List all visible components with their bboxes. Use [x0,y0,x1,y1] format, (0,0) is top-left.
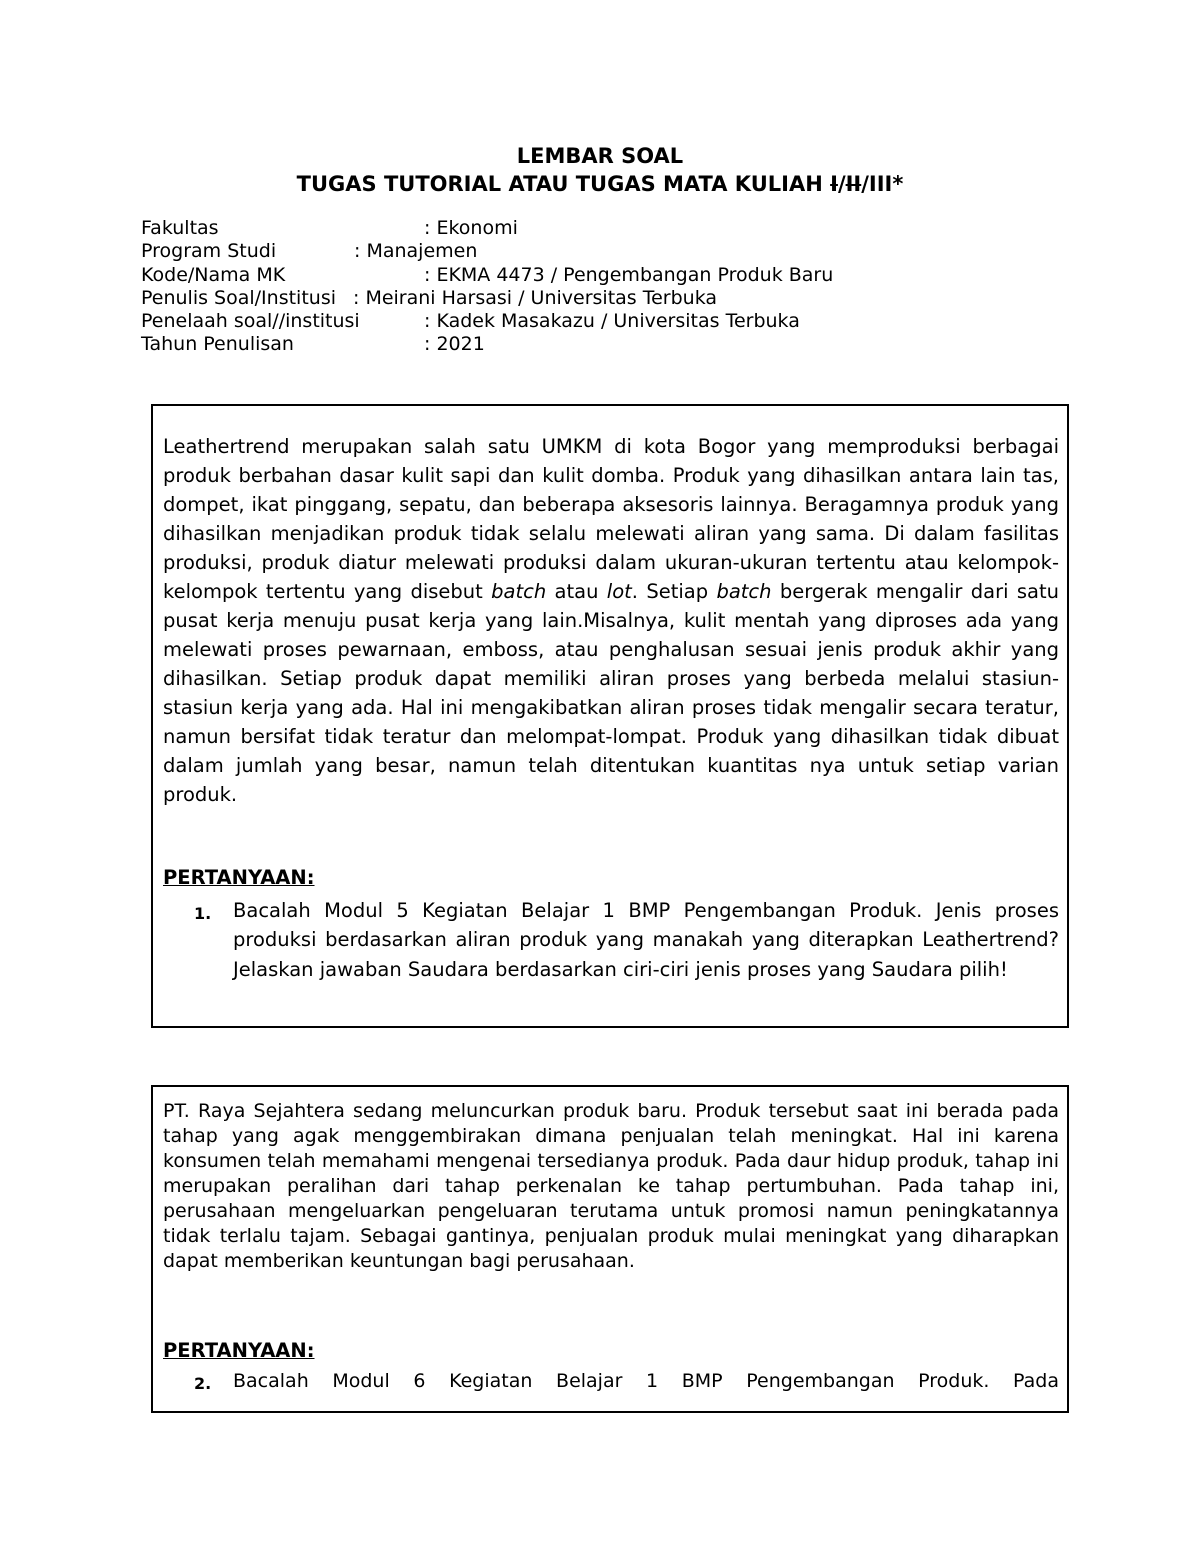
case-2-question-heading: PERTANYAAN: [163,1339,315,1362]
case-1-text-a: Leathertrend merupakan salah satu UMKM di kota Bogor yang memproduksi berbagai produk berbahan dasar kulit sapi dan kulit domba. Produk yang dihasilkan antara lain tas, dompet, ikat pinggang, sepatu, dan beberapa aksesoris lainnya. Beragamnya produk yang dihasilkan menjadikan produk tidak selalu melewati aliran yang sama. Di dalam fasilitas produksi, produk diatur melewati produksi dalam ukuran-ukuran tertentu atau kelompok-kelompok tertentu yang disebut [163,435,1059,603]
metadata-value: : Meirani Harsasi / Universitas Terbuka [353,286,718,309]
metadata-label: Penulis Soal/Institusi [141,286,337,309]
case-1-italic-batch-2: batch [716,580,772,603]
case-2-question-item [194,1369,1059,1394]
question-text: Bacalah Modul 5 Kegiatan Belajar 1 BMP Pengembangan Produk. Jenis proses produksi berdasarkan aliran produk yang manakah yang diterapkan Leathertrend? Jelaskan jawaban Saudara berdasarkan ciri-ciri jenis proses yang Saudara pilih! [233,899,1059,981]
subtitle-struck-option-1: I [830,172,838,196]
case-1-italic-batch: batch [491,580,547,603]
subtitle-prefix: TUGAS TUTORIAL ATAU TUGAS MATA KULIAH [296,172,831,196]
metadata-label: Kode/Nama MK [141,263,286,286]
case-2-paragraph: PT. Raya Sejahtera sedang meluncurkan produk baru. Produk tersebut saat ini berada pada tahap yang agak menggembirakan dimana penjualan telah meningkat. Hal ini karena konsumen telah memahami mengenai tersedianya produk. Pada daur hidup produk, tahap ini merupakan peralihan dari tahap perkenalan ke tahap pertumbuhan. Pada tahap ini, perusahaan mengeluarkan pengeluaran terutama untuk promosi namun peningkatannya tidak terlalu tajam. Sebagai gantinya, penjualan produk mulai meningkat yang diharapkan dapat memberikan keuntungan bagi perusahaan. [163,1100,1059,1272]
question-text: Bacalah Modul 6 Kegiatan Belajar 1 BMP Pengembangan Produk. Pada [233,1370,1059,1392]
case-box-2 [151,1085,1069,1413]
question-number: 1. [194,904,212,923]
case-1-italic-lot: lot [606,580,632,603]
subtitle-separator: / [837,172,846,196]
case-1-paragraph [163,432,1059,809]
document-subtitle [0,170,1200,198]
metadata-value: : Kadek Masakazu / Universitas Terbuka [424,310,800,333]
case-1-question-item [194,896,1059,984]
case-1-question-heading: PERTANYAAN: [163,866,315,889]
subtitle-suffix: /III* [861,172,904,196]
metadata-value: : 2021 [424,333,485,356]
case-1-text-d: bergerak mengalir dari satu pusat kerja menuju pusat kerja yang lain.Misalnya, kulit mentah yang diproses ada yang melewati proses pewarnaan, emboss, atau penghalusan sesuai jenis produk akhir yang dihasilkan. Setiap produk dapat memiliki aliran proses yang berbeda melalui stasiun-stasiun kerja yang ada. Hal ini mengakibatkan aliran proses tidak mengalir secara teratur, namun bersifat tidak teratur dan melompat-lompat. Produk yang dihasilkan tidak dibuat dalam jumlah yang besar, namun telah ditentukan kuantitas nya untuk setiap varian produk. [163,580,1059,806]
case-box-1 [151,404,1069,1028]
metadata-label: Penelaah soal//institusi [141,310,360,333]
metadata-label: Fakultas [141,217,219,239]
metadata-value: : Manajemen [354,240,478,263]
metadata-value: : EKMA 4473 / Pengembangan Produk Baru [424,263,834,286]
metadata-value: : Ekonomi [424,217,518,239]
metadata-label: Program Studi [141,240,277,263]
case-1-text-c: . Setiap [631,580,717,603]
subtitle-struck-option-2: II [845,172,862,196]
question-number: 2. [194,1374,212,1393]
document-title: LEMBAR SOAL [516,144,684,168]
case-1-text-b: atau [546,580,607,603]
metadata-label: Tahun Penulisan [141,333,294,356]
